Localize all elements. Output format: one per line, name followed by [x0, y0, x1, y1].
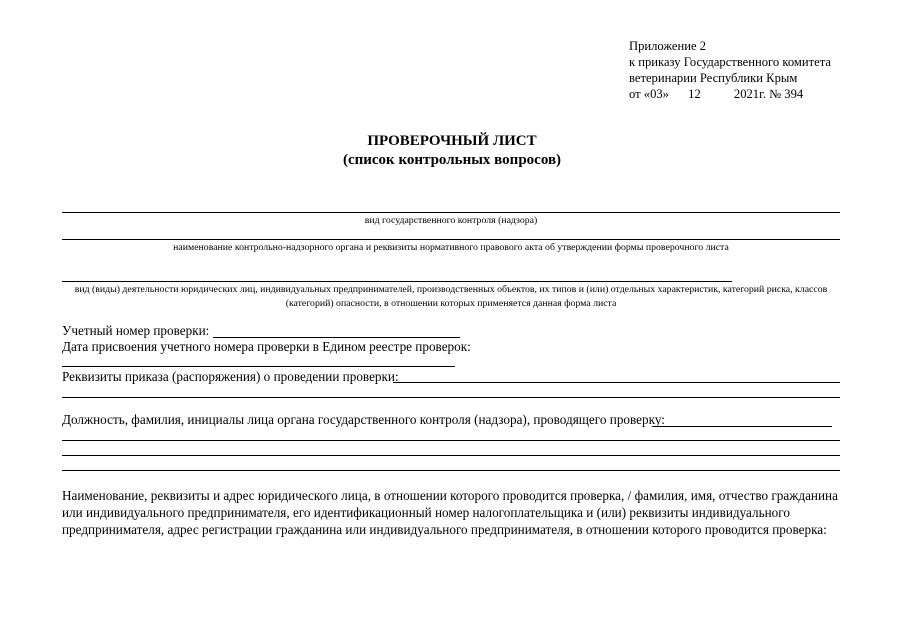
appendix-line-2: к приказу Государственного комитета — [629, 55, 831, 69]
subject-paragraph: Наименование, реквизиты и адрес юридического лица, в отношении которого проводится проверка, / фамилия, имя, отчество гражданина или индивидуального предпринимателя, его идентификационный номер налогоплательщика и (или) реквизиты индивидуального предпринимателя, адрес регистрации гражданина или индивидуального предпринимателя, в отношении которого проводится проверка: — [62, 488, 838, 537]
inspector-line-3[interactable] — [62, 455, 840, 456]
inspector-line-4[interactable] — [62, 470, 840, 471]
order-details-line-2[interactable] — [62, 397, 840, 398]
appendix-date-month: 12 — [688, 87, 701, 101]
activity-line — [62, 281, 732, 282]
order-details-label: Реквизиты приказа (распоряжения) о проведении проверки: — [62, 369, 399, 384]
document-subtitle: (список контрольных вопросов) — [342, 152, 562, 168]
organ-caption: наименование контрольно-надзорного органа и реквизиты нормативного правового акта об утверждении формы проверочного листа — [173, 242, 729, 253]
control-type-line — [62, 212, 840, 213]
registry-date-field[interactable] — [62, 366, 455, 367]
appendix-date-year: 2021г. № 394 — [733, 87, 804, 101]
appendix-date — [629, 86, 831, 102]
registry-date-label: Дата присвоения учетного номера проверки в Едином реестре проверок: — [62, 339, 471, 354]
inspector-label: Должность, фамилия, инициалы лица органа государственного контроля (надзора), проводящего проверку: — [62, 412, 665, 427]
document-title: ПРОВЕРОЧНЫЙ ЛИСТ — [367, 133, 537, 149]
inspector-line-2[interactable] — [62, 440, 840, 441]
appendix-block — [629, 38, 831, 102]
activity-caption: вид (виды) деятельности юридических лиц, индивидуальных предпринимателей, производственных объектов, их типов и (или) отдельных характеристик, категорий риска, классов (категорий) опасности, в отношении которых применяется данная форма листа — [74, 284, 828, 309]
check-number-field[interactable] — [213, 337, 460, 338]
check-number-label: Учетный номер проверки: — [62, 323, 210, 338]
order-details-field[interactable] — [393, 382, 840, 383]
appendix-date-prefix: от «03» — [629, 87, 669, 101]
appendix-line-3: ветеринарии Республики Крым — [629, 71, 798, 85]
organ-line — [62, 239, 840, 240]
inspector-field[interactable] — [652, 426, 832, 427]
control-type-caption: вид государственного контроля (надзора) — [364, 215, 538, 226]
appendix-line-1: Приложение 2 — [629, 39, 707, 53]
